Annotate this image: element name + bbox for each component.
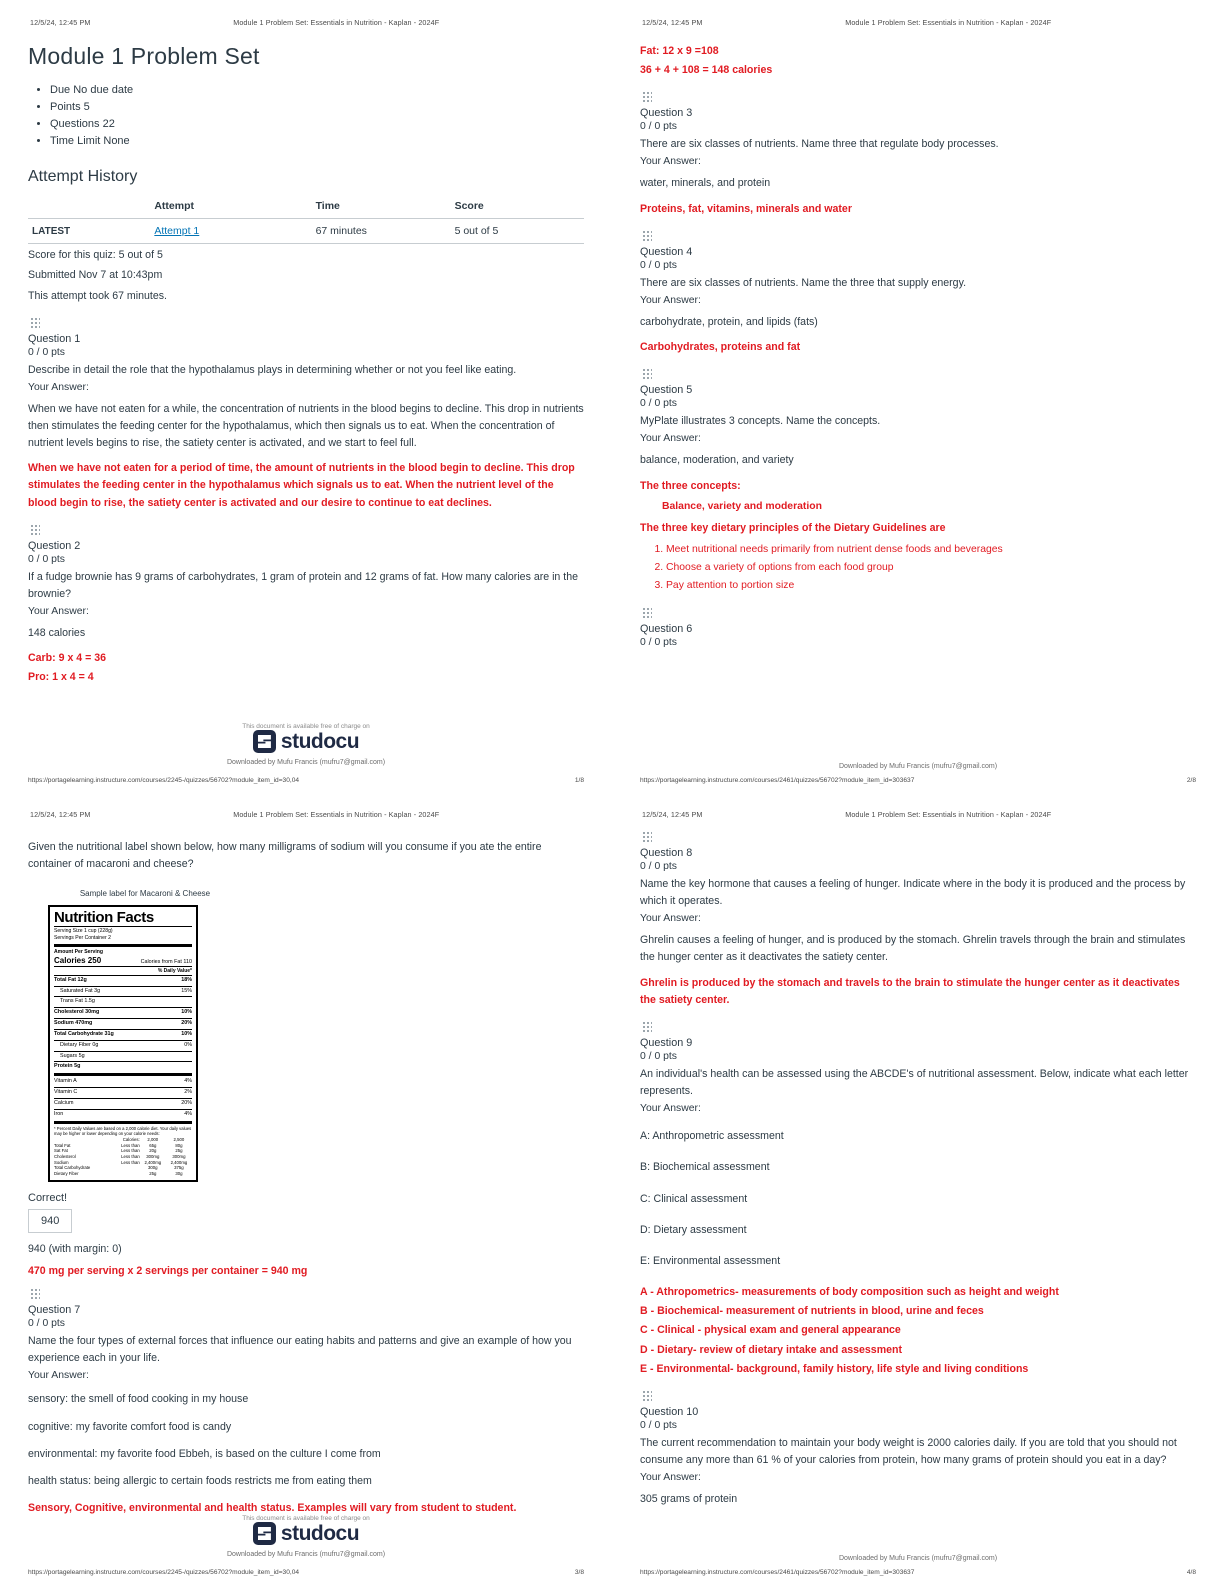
question-5-red-heading-2: The three key dietary principles of the Dietary Guidelines are	[640, 521, 946, 534]
nf-dv-cell: 2,400mg	[144, 1159, 162, 1165]
question-4-answer: carbohydrate, protein, and lipids (fats)	[640, 315, 818, 328]
nf-dv-cell	[111, 1170, 140, 1176]
nf-row-name: Sugars 5g	[60, 1052, 85, 1059]
question-9-answer-b: B: Biochemical assessment	[640, 1161, 770, 1174]
question-1-number: Question 1	[28, 332, 81, 345]
nf-dv-th: 2,500	[173, 1137, 185, 1143]
question-9-red-a: A - Athropometrics- measurements of body composition such as height and weight	[640, 1286, 1059, 1299]
question-7-answer-3: environmental: my favorite food Ebbeh, is based on the culture I come from	[28, 1447, 381, 1460]
watermark-note: This document is available free of charge on	[242, 722, 370, 730]
question-10-answer: 305 grams of protein	[640, 1493, 738, 1506]
nf-dv-cell: Sat Fat	[54, 1148, 68, 1154]
nf-dv-th: Calories:	[122, 1137, 140, 1143]
footer-page-number: 1/8	[574, 777, 584, 784]
table-row	[54, 1170, 192, 1176]
nutrition-label-caption: Sample label for Macaroni & Cheese	[79, 889, 211, 899]
question-2-your-answer-label: Your Answer:	[28, 606, 89, 618]
studocu-watermark	[0, 1515, 612, 1559]
question-9-answer-a: A: Anthropometric assessment	[640, 1130, 784, 1143]
question-7-answer-1: sensory: the smell of food cooking in my house	[28, 1393, 249, 1406]
studocu-watermark-downloaded	[612, 762, 1224, 770]
question-1-points: 0 / 0 pts	[28, 346, 65, 358]
nf-calories: Calories 250	[54, 955, 102, 965]
list-item: 1. Meet nutritional needs primarily from nutrient dense foods and beverages	[666, 541, 1196, 559]
cell-latest-badge: LATEST	[28, 219, 150, 244]
question-5-red-list	[640, 541, 1196, 596]
nf-row-name: Trans Fat 1.5g	[60, 998, 95, 1005]
question-1-prompt: Describe in detail the role that the hypothalamus plays in determining whether or not you feel like eating.	[28, 363, 517, 376]
question-2-work-total: 36 + 4 + 108 = 148 calories	[640, 64, 773, 77]
drag-handle-icon[interactable]	[642, 607, 652, 619]
nf-dv-cell: 20g	[149, 1148, 157, 1154]
question-4-number: Question 4	[640, 245, 693, 258]
watermark-downloaded-by: Downloaded by Mufu Francis (mufru7@gmail.com)	[838, 763, 998, 770]
drag-handle-icon[interactable]	[642, 91, 652, 103]
question-5-prompt: MyPlate illustrates 3 concepts. Name the concepts.	[640, 415, 881, 428]
header-title: Module 1 Problem Set: Essentials in Nutrition - Kaplan - 2024F	[233, 810, 440, 819]
header-title: Module 1 Problem Set: Essentials in Nutrition - Kaplan - 2024F	[845, 810, 1052, 819]
question-1-correct-answer: When we have not eaten for a period of time, the amount of nutrients in the blood begin to decline. This drop stimulates the feeding center in the hypothalamus which signals us to eat. When the nutrient level of the blood begin to rise, the satiety center is activated and our desire to continue to eat declines.	[28, 462, 575, 509]
question-4-your-answer-label: Your Answer:	[640, 294, 701, 306]
question-9-red-d: D - Dietary- review of dietary intake and assessment	[640, 1343, 903, 1356]
nf-dv-cell: 80g	[175, 1142, 183, 1148]
answer-value-box: 940	[28, 1209, 72, 1233]
question-8-correct-answer: Ghrelin is produced by the stomach and travels to the brain to stimulate the hunger center as it deactivates the satiety center.	[640, 976, 1180, 1006]
nutrition-label-figure	[48, 889, 584, 1182]
list-item: 2. Choose a variety of options from each food group	[666, 559, 1196, 577]
question-2-prompt: If a fudge brownie has 9 grams of carbohydrates, 1 gram of protein and 12 grams of fat. How many calories are in the brownie?	[28, 570, 578, 600]
question-7-correct-answer: Sensory, Cognitive, environmental and health status. Examples will vary from student to student.	[28, 1502, 517, 1515]
question-8-points: 0 / 0 pts	[640, 861, 677, 872]
question-9-answer-d: D: Dietary assessment	[640, 1223, 747, 1236]
footer-url: https://portagelearning.instructure.com/courses/2461/quizzes/56702?module_item_id=303637	[640, 777, 915, 784]
header-date: 12/5/24, 12:45 PM	[30, 810, 91, 819]
page-1	[0, 0, 612, 792]
nf-dv-cell: Less than	[121, 1142, 140, 1148]
question-10-points: 0 / 0 pts	[640, 1419, 677, 1431]
page-4	[612, 792, 1224, 1584]
nf-row-name: Cholesterol 30mg	[54, 1009, 100, 1016]
question-5-your-answer-label: Your Answer:	[640, 433, 701, 445]
question-9-answer-c: C: Clinical assessment	[640, 1192, 748, 1205]
studocu-logo	[253, 1522, 359, 1546]
nf-row-dv: 10%	[181, 1030, 192, 1037]
question-9-red-c: C - Clinical - physical exam and general appearance	[640, 1324, 901, 1337]
nf-dv-cell: 25g	[149, 1170, 157, 1176]
nf-dv-cell: 375g	[174, 1165, 184, 1171]
question-9-answer-e: E: Environmental assessment	[640, 1254, 781, 1267]
table-header-row	[28, 196, 584, 219]
nf-dv-cell: Cholesterol	[54, 1153, 76, 1159]
watermark-note: This document is available free of charge on	[242, 1514, 370, 1522]
header-date: 12/5/24, 12:45 PM	[642, 810, 703, 819]
nf-dv-cell: 300g	[148, 1165, 158, 1171]
nf-vitamin-name: Vitamin A	[54, 1078, 77, 1085]
nf-dv-cell: Total Fat	[54, 1142, 71, 1148]
nf-vitamin-dv: 2%	[184, 1089, 192, 1096]
attempt-1-link[interactable]: Attempt 1	[154, 225, 200, 238]
question-7-points: 0 / 0 pts	[28, 1318, 65, 1330]
page-footer	[28, 1569, 584, 1576]
drag-handle-icon[interactable]	[30, 524, 40, 536]
question-9-number: Question 9	[640, 1036, 693, 1049]
drag-handle-icon[interactable]	[642, 230, 652, 242]
page-header	[28, 810, 584, 829]
question-7-your-answer-label: Your Answer:	[28, 1370, 89, 1382]
drag-handle-icon[interactable]	[642, 1021, 652, 1033]
attempt-history-heading: Attempt History	[28, 168, 138, 186]
question-9-red-e: E - Environmental- background, family history, life style and living conditions	[640, 1362, 1029, 1375]
nf-amount-per-serving: Amount Per Serving	[54, 948, 103, 955]
question-2-answer: 148 calories	[28, 627, 86, 640]
nf-calories-from-fat: Calories from Fat 110	[140, 958, 192, 965]
question-4-points: 0 / 0 pts	[640, 259, 677, 271]
question-2-number: Question 2	[28, 539, 81, 552]
question-6-correct-answer: 470 mg per serving x 2 servings per container = 940 mg	[28, 1265, 308, 1277]
question-5-red-sub: Balance, variety and moderation	[662, 500, 822, 512]
question-7-number: Question 7	[28, 1304, 81, 1317]
nf-title: Nutrition Facts	[54, 909, 154, 927]
nf-row-name: Dietary Fiber 0g	[60, 1041, 99, 1048]
nf-vitamin-name: Calcium	[54, 1099, 74, 1106]
drag-handle-icon[interactable]	[642, 831, 652, 843]
nf-row-name: Saturated Fat 3g	[60, 987, 101, 994]
footer-url: https://portagelearning.instructure.com/courses/2461/quizzes/56702?module_item_id=303637	[640, 1569, 915, 1576]
quiz-score-line: Score for this quiz: 5 out of 5	[28, 249, 163, 262]
quiz-submitted-line: Submitted Nov 7 at 10:43pm	[28, 269, 163, 282]
question-3-points: 0 / 0 pts	[640, 121, 677, 133]
drag-handle-icon[interactable]	[30, 1288, 40, 1300]
nf-vitamin-name: Iron	[54, 1110, 64, 1117]
header-date: 12/5/24, 12:45 PM	[642, 18, 703, 27]
th-blank	[28, 196, 150, 219]
attempt-history-table	[28, 196, 584, 244]
question-3-your-answer-label: Your Answer:	[640, 156, 701, 168]
question-10-number: Question 10	[640, 1405, 699, 1418]
th-attempt: Attempt	[150, 196, 311, 219]
meta-points: • Points 5	[50, 99, 584, 116]
page-3	[0, 792, 612, 1584]
question-3-correct-answer: Proteins, fat, vitamins, minerals and water	[640, 202, 852, 215]
meta-time-limit: • Time Limit None	[50, 133, 584, 150]
question-5-red-heading: The three concepts:	[640, 479, 741, 492]
question-6-prompt: Given the nutritional label shown below, how many milligrams of sodium will you consume if you ate the entire container of macaroni and cheese?	[28, 841, 542, 871]
nf-row-dv: 15%	[181, 987, 192, 994]
question-8-prompt: Name the key hormone that causes a feeling of hunger. Indicate where in the body it is produced and the process by which it operates.	[640, 878, 1186, 908]
question-2-points: 0 / 0 pts	[28, 553, 65, 565]
meta-questions: • Questions 22	[50, 116, 584, 133]
cell-attempt-link-wrap	[150, 219, 311, 244]
nf-dv-cell: 300mg	[146, 1153, 160, 1159]
question-4-correct-answer: Carbohydrates, proteins and fat	[640, 341, 801, 354]
studocu-watermark-downloaded	[612, 1554, 1224, 1562]
page-footer	[640, 777, 1196, 784]
question-9-red-b: B - Biochemical- measurement of nutrients in blood, urine and feces	[640, 1305, 984, 1318]
page-title: Module 1 Problem Set	[28, 43, 260, 69]
header-title: Module 1 Problem Set: Essentials in Nutrition - Kaplan - 2024F	[233, 18, 440, 27]
question-7-prompt: Name the four types of external forces that influence our eating habits and patterns and give an example of how you experience each in your life.	[28, 1335, 572, 1365]
cell-time: 67 minutes	[312, 219, 451, 244]
page-2	[612, 0, 1224, 792]
question-6-number: Question 6	[640, 623, 693, 636]
question-3-answer: water, minerals, and protein	[640, 177, 771, 190]
drag-handle-icon[interactable]	[30, 317, 40, 329]
th-score: Score	[451, 196, 584, 219]
page-footer	[28, 777, 584, 784]
question-8-number: Question 8	[640, 847, 693, 859]
question-5-answer: balance, moderation, and variety	[640, 454, 794, 467]
meta-due: • Due No due date	[50, 82, 584, 99]
nutrition-facts-label	[48, 905, 198, 1182]
quiz-meta-list	[28, 82, 584, 150]
question-5-points: 0 / 0 pts	[640, 398, 677, 410]
nf-row-name: Total Carbohydrate 31g	[54, 1030, 114, 1037]
cell-score: 5 out of 5	[451, 219, 584, 244]
question-9-your-answer-label: Your Answer:	[640, 1103, 701, 1115]
nf-row-dv: 18%	[181, 976, 192, 983]
header-date: 12/5/24, 12:45 PM	[30, 18, 91, 27]
page-header	[640, 810, 1196, 829]
nf-row-dv: 10%	[181, 1009, 192, 1016]
header-title: Module 1 Problem Set: Essentials in Nutrition - Kaplan - 2024F	[845, 18, 1052, 27]
question-5-number: Question 5	[640, 384, 693, 397]
nf-servings-per-container: Servings Per Container 2	[54, 934, 111, 941]
answer-margin-note: 940 (with margin: 0)	[28, 1243, 122, 1255]
nf-footnote: * Percent Daily Values are based on a 2,000 calorie diet. Your daily values may be higher or lower depending on your calorie needs:	[54, 1125, 192, 1137]
drag-handle-icon[interactable]	[642, 1390, 652, 1402]
question-9-prompt: An individual's health can be assessed using the ABCDE's of nutritional assessment. Below, indicate what each letter represents.	[640, 1067, 1189, 1098]
nf-dv-cell: Less than	[121, 1148, 140, 1154]
question-7-answer-4: health status: being allergic to certain foods restricts me from eating them	[28, 1474, 372, 1487]
nf-vitamin-dv: 4%	[184, 1078, 192, 1085]
question-7-answer-2: cognitive: my favorite comfort food is candy	[28, 1420, 232, 1433]
question-4-prompt: There are six classes of nutrients. Name the three that supply energy.	[640, 276, 967, 289]
question-1-your-answer-label: Your Answer:	[28, 381, 89, 393]
drag-handle-icon[interactable]	[642, 368, 652, 380]
question-2-work-fat: Fat: 12 x 9 =108	[640, 45, 719, 57]
nf-dv-cell: 25g	[175, 1148, 183, 1154]
studocu-watermark	[0, 723, 612, 767]
nf-dv-cell: Dietary Fiber	[54, 1170, 79, 1176]
question-8-your-answer-label: Your Answer:	[640, 913, 701, 925]
question-6-points: 0 / 0 pts	[640, 637, 677, 649]
page-footer	[640, 1569, 1196, 1576]
nf-dv-cell: Less than	[121, 1159, 140, 1165]
footer-page-number: 2/8	[1186, 777, 1196, 784]
nf-dv-th: 2,000	[147, 1137, 159, 1143]
nf-dv-cell: Less than	[121, 1153, 140, 1159]
studocu-brand-text: studocu	[280, 729, 360, 753]
question-2-work-pro: Pro: 1 x 4 = 4	[28, 671, 94, 684]
studocu-mark-icon	[253, 1522, 276, 1545]
question-9-points: 0 / 0 pts	[640, 1050, 677, 1062]
nf-dv-cell: 300mg	[172, 1153, 186, 1159]
nf-dv-cell: 65g	[149, 1142, 157, 1148]
question-10-your-answer-label: Your Answer:	[640, 1472, 701, 1484]
page-header	[640, 18, 1196, 37]
table-row	[28, 219, 584, 244]
question-3-number: Question 3	[640, 107, 693, 120]
nf-daily-value-table	[54, 1137, 192, 1176]
studocu-mark-icon	[253, 730, 276, 753]
footer-page-number: 3/8	[574, 1569, 584, 1576]
nf-vitamin-dv: 20%	[181, 1099, 192, 1106]
footer-url: https://portagelearning.instructure.com/courses/2245-/quizzes/56702?module_item_id=30,04	[28, 1569, 300, 1576]
list-item: 3. Pay attention to portion size	[666, 577, 1196, 595]
studocu-brand-text: studocu	[280, 1521, 360, 1545]
question-1-answer: When we have not eaten for a while, the concentration of nutrients in the blood begins to decline. This drop in nutrients then stimulates the feeding center for the hypothalamus, which then signals us to eat. When the concentration of nutrient levels begins to rise, the satiety center is activated, and we start to feel full.	[28, 402, 584, 450]
nf-daily-value-header: % Daily Value*	[157, 967, 192, 974]
nf-serving-size: Serving Size 1 cup (228g)	[54, 928, 113, 935]
watermark-downloaded-by: Downloaded by Mufu Francis (mufru7@gmail.com)	[838, 1555, 998, 1562]
nf-row-name: Sodium 470mg	[54, 1020, 93, 1027]
question-3-prompt: There are six classes of nutrients. Name three that regulate body processes.	[640, 138, 999, 151]
correct-label: Correct!	[28, 1192, 68, 1204]
footer-page-number: 4/8	[1186, 1569, 1196, 1576]
quiz-duration-line: This attempt took 67 minutes.	[28, 289, 167, 302]
th-time: Time	[312, 196, 451, 219]
nf-dv-cell: 30g	[175, 1170, 183, 1176]
nf-dv-cell: Sodium	[54, 1159, 69, 1165]
question-2-work-carb: Carb: 9 x 4 = 36	[28, 652, 107, 665]
nf-row-dv: 20%	[181, 1020, 192, 1027]
watermark-downloaded-by: Downloaded by Mufu Francis (mufru7@gmail.com)	[226, 759, 386, 766]
question-8-answer: Ghrelin causes a feeling of hunger, and is produced by the stomach. Ghrelin travels through the brain and stimulates the hunger center as it deactivates the satiety center.	[640, 934, 1186, 964]
nf-row-dv: 0%	[184, 1041, 192, 1048]
page-header	[28, 18, 584, 37]
question-10-prompt: The current recommendation to maintain your body weight is 2000 calories daily. If you are told that you should not consume any more than 61 % of your calories from protein, how many grams of protein should you eat in a day?	[640, 1436, 1177, 1466]
studocu-logo	[253, 730, 359, 754]
nf-row-name: Total Fat 12g	[54, 976, 87, 983]
footer-url: https://portagelearning.instructure.com/courses/2245-/quizzes/56702?module_item_id=30,04	[28, 777, 300, 784]
nf-row-name: Protein 5g	[54, 1063, 81, 1070]
nf-dv-cell: Total Carbohydrate	[54, 1165, 91, 1171]
watermark-downloaded-by: Downloaded by Mufu Francis (mufru7@gmail.com)	[226, 1551, 386, 1558]
nf-vitamin-dv: 4%	[184, 1110, 192, 1117]
nf-dv-cell: 2,400mg	[170, 1159, 188, 1165]
nf-vitamin-name: Vitamin C	[54, 1089, 78, 1096]
